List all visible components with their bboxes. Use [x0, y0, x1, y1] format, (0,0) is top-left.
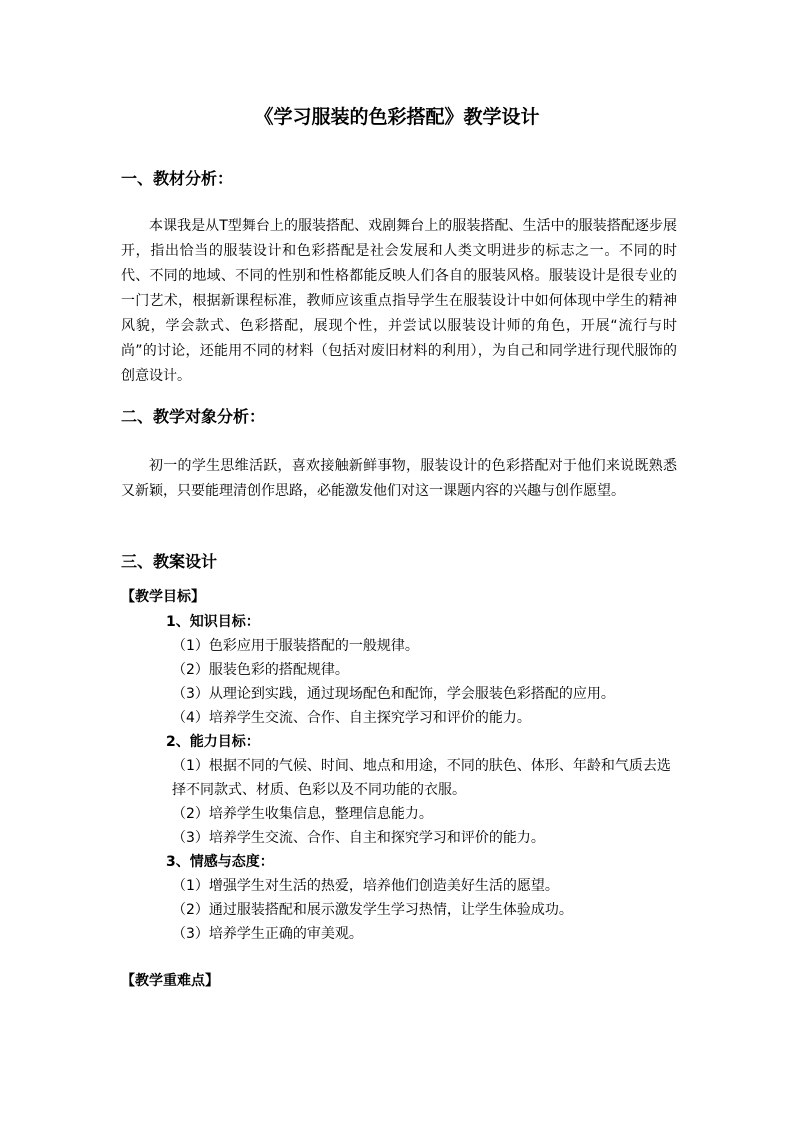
section1-heading: 一、教材分析：: [121, 169, 234, 188]
knowledge-item: （1）色彩应用于服装搭配的一般规律。: [172, 638, 419, 654]
emotion-item: （2）通过服装搭配和展示激发学生学习热情，让学生体验成功。: [172, 902, 573, 918]
ability-goals-label: 2、能力目标：: [166, 734, 260, 750]
ability-item: （2）培养学生收集信息，整理信息能力。: [172, 806, 433, 822]
section2-paragraph: 初一的学生思维活跃，喜欢接触新鲜事物，服装设计的色彩搭配对于他们来说既熟悉又新颖，只要能理清创作思路，必能激发他们对这一课题内容的兴趣与创作愿望。: [121, 458, 677, 499]
knowledge-item: （2）服装色彩的搭配规律。: [172, 662, 349, 678]
knowledge-item: （3）从理论到实践，通过现场配色和配饰，学会服装色彩搭配的应用。: [172, 686, 615, 702]
document-title: 《学习服装的色彩搭配》教学设计: [254, 106, 540, 128]
emotion-goals-label: 3、情感与态度：: [166, 854, 274, 870]
emotion-item: （3）培养学生正确的审美观。: [172, 926, 363, 942]
section3-heading: 三、教案设计: [121, 552, 218, 571]
section2-heading: 二、教学对象分析：: [121, 407, 266, 426]
section1-paragraph: 本课我是从T型舞台上的服装搭配、戏剧舞台上的服装搭配、生活中的服装搭配逐步展开，指出恰当的服装设计和色彩搭配是社会发展和人类文明进步的标志之一。不同的时代、不同的地域、不同的性别和性格都能反映人们各自的服装风格。服装设计是很专业的一门艺术，根据新课程标准，教师应该重点指导学生在服装设计中如何体现中学生的精神风貌，学会款式、色彩搭配，展现个性，并尝试以服装设计师的角色，开展“流行与时尚”的讨论，还能用不同的材料（包括对废旧材料的利用），为自己和同学进行现代服饰的创意设计。: [121, 218, 677, 384]
teaching-goals-label: 【教学目标】: [121, 589, 205, 605]
key-points-label: 【教学重难点】: [121, 973, 219, 989]
emotion-item: （1）增强学生对生活的热爱，培养他们创造美好生活的愿望。: [172, 878, 559, 894]
ability-item: （1）根据不同的气候、时间、地点和用途，不同的肤色、体形、年龄和气质去选择不同款式、材质、色彩以及不同功能的衣服。: [172, 758, 671, 798]
ability-item: （3）培养学生交流、合作、自主和探究学习和评价的能力。: [172, 830, 545, 846]
knowledge-item: （4）培养学生交流、合作、自主探究学习和评价的能力。: [172, 710, 531, 726]
knowledge-goals-label: 1、知识目标：: [166, 614, 260, 630]
